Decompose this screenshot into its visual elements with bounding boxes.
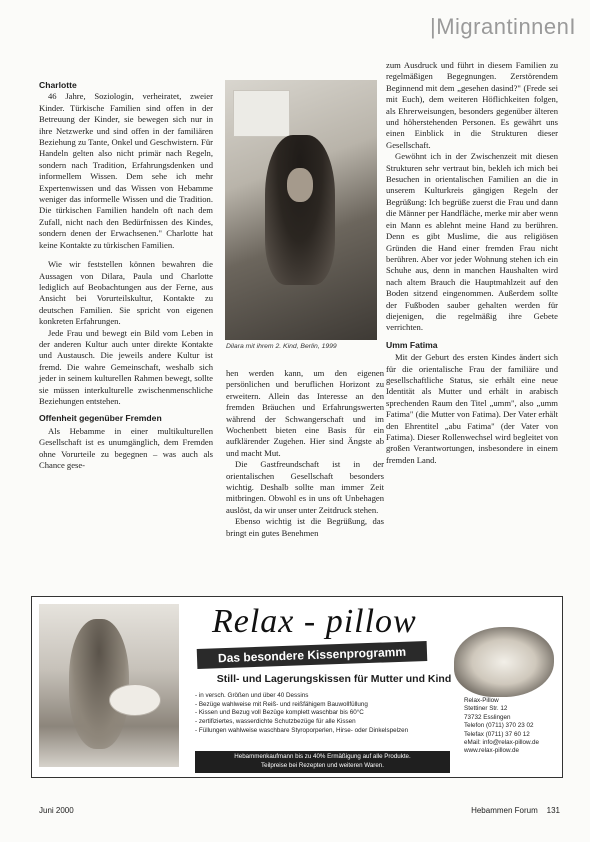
publication-name: Hebammen Forum bbox=[471, 806, 538, 815]
photo-figure bbox=[265, 135, 335, 285]
ad-contact-phone: Telefon (0711) 370 23 02 bbox=[464, 722, 534, 730]
ad-headline: Still- und Lagerungskissen für Mutter und Kind bbox=[216, 673, 452, 685]
article-column-3 bbox=[386, 60, 558, 466]
section-title: |MigrantinnenI bbox=[429, 14, 576, 39]
ad-feature-list bbox=[195, 692, 445, 736]
subheading: Offenheit gegenüber Fremden bbox=[39, 413, 162, 424]
page-number: 131 bbox=[546, 806, 560, 815]
article-column-2 bbox=[226, 368, 384, 539]
ad-feature-item: - Füllungen wahlweise waschbare Styroporperlen, Hirse- oder Dinkelspelzen bbox=[195, 726, 409, 734]
ad-footer-line: Teilpreise bei Rezepten und weiteren Waren. bbox=[261, 762, 384, 769]
photo-caption: Dilara mit ihrem 2. Kind, Berlin, 1999 bbox=[226, 343, 337, 350]
paragraph: 46 Jahre, Soziologin, verheiratet, zweier Kinder. Türkische Familien sind offen in der Betreuung der Kinder, sie bewegen sich nur in ihre Netzwerke und sind offen in der familiären Beziehung zu Tante, Onkel und Geschwistern. Für Handeln gelten also nicht primär nach Regeln, sondern nach Tradition, Erfahrungsdenken und informellem Wissen. Dem sehe ich mehr Expertenwissen und das Wissen von Hebamme weniger das informelle Wissen und die Tradition. Die türkischen Familien handeln oft nach dem Zufall, nicht nach den Bedürfnissen des Kindes, sondern denen der Erwachsenen." Charlotte hat keine Kontakte zu türkischen Familien. bbox=[39, 91, 213, 250]
ad-feature-item: - Kissen und Bezug voll Bezüge komplett waschbar bis 60°C bbox=[195, 709, 364, 717]
photo-window bbox=[233, 90, 290, 137]
ad-banner: Das besondere Kissenprogramm bbox=[197, 641, 428, 669]
ad-footer-banner bbox=[195, 751, 450, 773]
ad-contact-fax: Telefax (0711) 37 60 12 bbox=[464, 730, 530, 738]
ad-footer-line: Hebammenkaufmann bis zu 40% Ermäßigung auf alle Produkte. bbox=[234, 753, 411, 760]
subheading: Umm Fatima bbox=[386, 339, 438, 350]
paragraph: Als Hebamme in einer multikulturellen Gesellschaft ist es unumgänglich, dem Fremden ohne Vorurteile zu begegnen – was auch als Chance gese- bbox=[39, 425, 213, 470]
ad-contact-company: Relax-Pillow bbox=[464, 697, 499, 704]
paragraph: zum Ausdruck und führt in diesem Familien zu regelmäßigen Begegnungen. Zerstörendem Beginnend mit dem „gesehen dasind?" (Frede sei mit Euch), dem weiteren Höflichkeiten folgen, als Ehrerweisungen, besonders gegenüber älteren und höherstehenden Personen. Es gewährt uns einen Einblick in die Strukturen dieser Gesellschaft. bbox=[386, 60, 558, 150]
ad-feature-item: - Bezüge wahlweise mit Reiß- und reißfähigem Bauwollfüllung bbox=[195, 700, 368, 708]
ad-contact-website[interactable]: www.relax-pillow.de bbox=[464, 747, 519, 755]
ad-photo-mother-baby bbox=[39, 604, 179, 767]
ad-feature-item: - in versch. Größen und über 40 Dessins bbox=[195, 692, 309, 699]
ad-contact-street: Stettiner Str. 12 bbox=[464, 705, 508, 713]
ad-contact-city: 73732 Esslingen bbox=[464, 713, 511, 721]
paragraph: Gewöhnt ich in der Zwischenzeit mit diesen Strukturen sehr vertraut bin, bekleh ich mich bei Besuchen in orientalischen Familien an die in unserem Kulturkreis gängigen Regeln der Begrüßung: Ich begrüße zuerst die Frau und dann die Männer per Handfläche, merke mir aber wenn ein Mann es ablehnt meine Hand zu berühren. Denn es gibt Muslime, die aus religiösen Gründen die Hand einer fremden Frau nicht berühren. Aber vor jeder Wohnung stehen ich ein Schuhe aus, denn in manchen Haushalten wird nach altem Brauch die Hauptmahlzeit auf den Boden sitzend eingenommen. Außerdem sollte der Fußboden sauber gehalten werden für diejenigen, die regelmäßig ihre Gebete verrichten. bbox=[386, 151, 558, 333]
ad-contact-email[interactable]: eMail: info@relax-pillow.de bbox=[464, 739, 539, 747]
photo-face bbox=[287, 168, 313, 202]
ad-contact bbox=[464, 697, 559, 756]
issue-date: Juni 2000 bbox=[39, 806, 74, 815]
ad-photo-mother bbox=[69, 619, 129, 749]
paragraph: hen werden kann, um den eigenen persönlichen und beruflichen Horizont zu erweitern. Allein das Interesse an den fremden Bräuchen und Erfahrungswerten während der Schwangerschaft und im Wochenbett bieten eine Basis für ein aufklärender Zugehen. Hier sind Ängste ab und macht Mut. bbox=[226, 368, 384, 458]
ad-pillow-image bbox=[454, 627, 554, 697]
advertisement bbox=[31, 596, 563, 778]
article-column-1 bbox=[39, 80, 213, 471]
paragraph: Die Gastfreundschaft ist in der orientalischen Gesellschaft besonders wichtig. Deshalb sollte man immer Zeit mitbringen. Obwohl es in uns oft Unbehagen auslöst, da wir unser unter Zeitdruck stehen. bbox=[226, 459, 384, 515]
interviewee-name: Charlotte bbox=[39, 80, 77, 90]
ad-feature-item: - zertifiziertes, wasserdichte Schutzbezüge für alle Kissen bbox=[195, 718, 356, 726]
ad-photo-baby bbox=[109, 684, 161, 716]
article-photo bbox=[225, 80, 377, 340]
ad-logo: Relax - pillow bbox=[212, 603, 417, 640]
paragraph: Ebenso wichtig ist die Begrüßung, das bringt ein gutes Benehmen bbox=[226, 516, 384, 538]
paragraph: Jede Frau und bewegt ein Bild vom Leben in der anderen Kultur auch unter direkte Kontakte und Austausch. Die jeweils andere Kultur ist fremd. Die wahre Gemeinschaft, weshalb sich jeder in seinem kulturellen Rahmen bewegt, sollte sie müssen interkulturelle zwischenmenschliche Beziehungen entstehen. bbox=[39, 327, 213, 406]
paragraph: Wie wir feststellen können bewahren die Aussagen von Dilara, Paula und Charlotte lediglich auf Beobachtungen aus der Ferne, aus Ansicht bei Vorurteilskultur, Kontakte zu deutschen Familien. Sie spricht von eigenen konkreten Erfahrungen. bbox=[39, 259, 213, 327]
publication-page bbox=[471, 806, 560, 815]
paragraph: Mit der Geburt des ersten Kindes ändert sich für die orientalische Frau der familiäre und gesellschaftliche Status, sie erhält eine neue Identität als Mutter und erhält in arabisch sprechenden Raum den Titel „umm", also „umm Fatima" (die Mutter von Fatima). Der Vater erhält den Ehrentitel „abu Fatima" (der Vater von Fatima). Dieser Rollenwechsel wird begleitet von großen Verantwortungen, insbesondere in einem fremden Land. bbox=[386, 352, 558, 465]
